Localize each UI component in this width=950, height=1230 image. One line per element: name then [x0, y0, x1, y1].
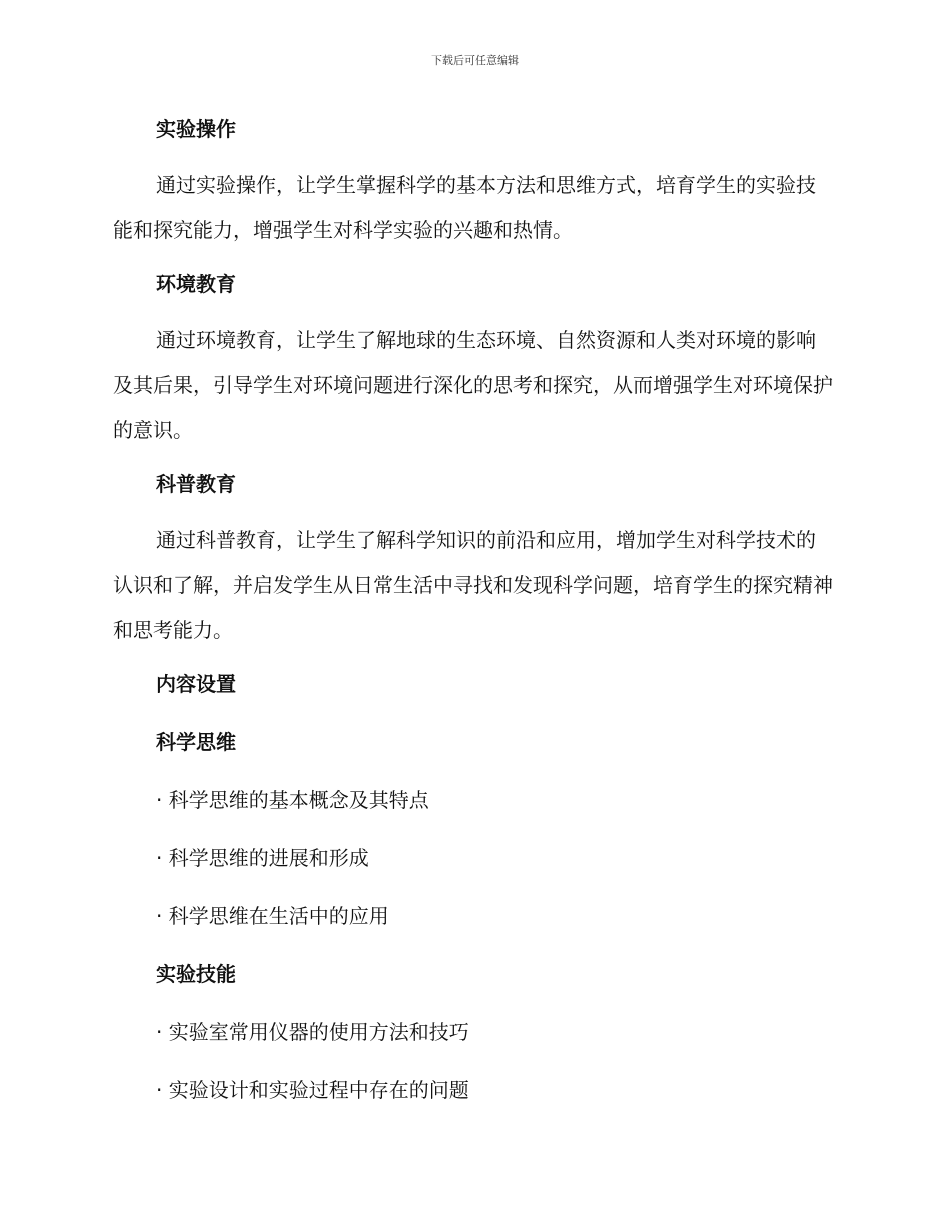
section-heading-environment: 环境教育 — [156, 272, 236, 296]
section-heading-experimental-skills: 实验技能 — [156, 962, 236, 986]
section-heading-content-setup: 内容设置 — [156, 672, 236, 696]
list-item: · 实验室常用仪器的使用方法和技巧 — [156, 1020, 469, 1044]
section-heading-scientific-thinking: 科学思维 — [156, 730, 236, 754]
list-item: · 科学思维的进展和形成 — [156, 846, 369, 870]
section-body-experiment: 通过实验操作，让学生掌握科学的基本方法和思维方式，培育学生的实验技能和探究能力，增强学生对科学实验的兴趣和热情。 — [113, 173, 816, 242]
page-header: 下载后可任意编辑 — [431, 54, 519, 67]
section-body-science-popularization: 通过科普教育，让学生了解科学知识的前沿和应用，增加学生对科学技术的认识和了解，并启发学生从日常生活中寻找和发现科学问题，培育学生的探究精神和思考能力。 — [113, 528, 833, 642]
section-body-environment: 通过环境教育，让学生了解地球的生态环境、自然资源和人类对环境的影响及其后果，引导学生对环境问题进行深化的思考和探究，从而增强学生对环境保护的意识。 — [113, 328, 833, 442]
list-item: · 实验设计和实验过程中存在的问题 — [156, 1078, 469, 1102]
section-heading-science-popularization: 科普教育 — [156, 472, 236, 496]
list-item: · 科学思维在生活中的应用 — [156, 904, 389, 928]
document-body — [113, 113, 833, 1106]
list-item: · 科学思维的基本概念及其特点 — [156, 788, 429, 812]
section-heading-experiment: 实验操作 — [156, 117, 236, 141]
